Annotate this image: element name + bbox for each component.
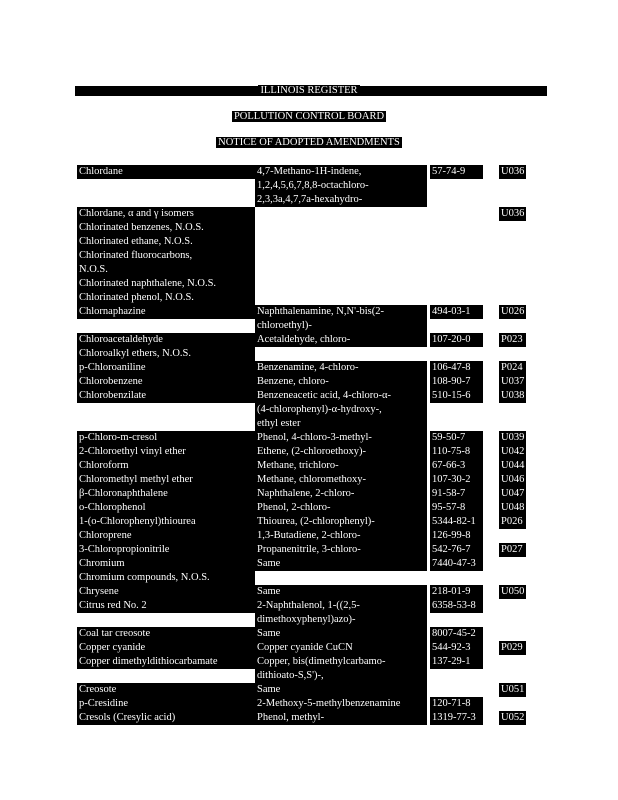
table-row	[0, 305, 618, 333]
cas-number: 57-74-9	[430, 165, 483, 179]
table-row	[0, 277, 618, 291]
constituent-name: p-Chloroaniline	[77, 361, 255, 375]
chemical-synonym: 1,3-Butadiene, 2-chloro-	[255, 529, 427, 543]
constituent-name: Chlornaphazine	[77, 305, 255, 319]
constituent-name: Chlorobenzilate	[77, 389, 255, 403]
waste-code: U036	[501, 208, 525, 219]
table-row	[0, 235, 618, 249]
table-row	[0, 627, 618, 641]
chemical-synonym: 4,7-Methano-1H-indene, 1,2,4,5,6,7,8,8-octachloro- 2,3,3a,4,7,7a-hexahydro-	[255, 165, 427, 207]
chemical-synonym: Copper, bis(dimethylcarbamo- dithioato-S,S')-,	[255, 655, 427, 683]
cas-number: 510-15-6	[430, 389, 483, 403]
constituent-name: Chlordane, α and γ isomers	[77, 207, 255, 221]
waste-code: U038	[501, 390, 525, 401]
waste-code: U036	[501, 166, 525, 177]
cas-number: 120-71-8	[430, 697, 483, 711]
cas-number: 91-58-7	[430, 487, 483, 501]
waste-code: P026	[499, 515, 526, 529]
table-row	[0, 473, 618, 487]
waste-code: U051	[501, 684, 525, 695]
cas-number: 137-29-1	[430, 655, 483, 669]
constituent-name: β-Chloronaphthalene	[77, 487, 255, 501]
table-row	[0, 697, 618, 711]
constituent-name: Copper cyanide	[77, 641, 255, 655]
cas-number: 544-92-3	[430, 641, 483, 655]
waste-code: U037	[501, 376, 525, 387]
cas-number: 5344-82-1	[430, 515, 483, 529]
chemical-synonym: Benzeneacetic acid, 4-chloro-α- (4-chlorophenyl)-α-hydroxy-, ethyl ester	[255, 389, 427, 431]
table-row	[0, 655, 618, 683]
table-row	[0, 557, 618, 571]
table-row	[0, 347, 618, 361]
constituent-name: Chlorobenzene	[77, 375, 255, 389]
chemical-synonym: Same	[255, 627, 427, 641]
cas-number: 107-30-2	[430, 473, 483, 487]
board-title: POLLUTION CONTROL BOARD	[233, 111, 385, 122]
notice-title: NOTICE OF ADOPTED AMENDMENTS	[218, 137, 400, 148]
cas-number: 108-90-7	[430, 375, 483, 389]
table-row	[0, 165, 618, 207]
chemical-synonym: Same	[255, 585, 427, 599]
constituent-name: p-Chloro-m-cresol	[77, 431, 255, 445]
table-row	[0, 571, 618, 585]
constituent-name: Chlordane	[77, 165, 255, 179]
constituent-name: Chlorinated naphthalene, N.O.S.	[77, 277, 255, 291]
table-row	[0, 711, 618, 725]
table-row	[0, 389, 618, 431]
chemical-synonym: Phenol, methyl-	[255, 711, 427, 725]
constituent-name: Chloroalkyl ethers, N.O.S.	[77, 347, 255, 361]
waste-code: U042	[501, 446, 525, 457]
table-row	[0, 585, 618, 599]
chemical-synonym: Methane, trichloro-	[255, 459, 427, 473]
table-row	[0, 529, 618, 543]
chemical-synonym: Propanenitrile, 3-chloro-	[255, 543, 427, 557]
constituent-name: Chloromethyl methyl ether	[77, 473, 255, 487]
table-row	[0, 599, 618, 627]
waste-code: U047	[501, 488, 525, 499]
table-row	[0, 543, 618, 557]
chemical-synonym: 2-Methoxy-5-methylbenzenamine	[255, 697, 427, 711]
constituent-name: Chrysene	[77, 585, 255, 599]
cas-number: 95-57-8	[430, 501, 483, 515]
table-row	[0, 445, 618, 459]
constituent-name: o-Chlorophenol	[77, 501, 255, 515]
table-row	[0, 431, 618, 445]
cas-number: 7440-47-3	[430, 557, 483, 571]
table-row	[0, 459, 618, 473]
chemical-synonym: Ethene, (2-chloroethoxy)-	[255, 445, 427, 459]
table-row	[0, 291, 618, 305]
chemical-synonym: Phenol, 4-chloro-3-methyl-	[255, 431, 427, 445]
waste-code: U050	[501, 586, 525, 597]
table-row	[0, 207, 618, 221]
cas-number: 59-50-7	[430, 431, 483, 445]
waste-code: U046	[501, 474, 525, 485]
constituent-name: p-Cresidine	[77, 697, 255, 711]
waste-code: P029	[499, 641, 526, 655]
waste-code: P023	[499, 333, 526, 347]
cas-number: 110-75-8	[430, 445, 483, 459]
cas-number: 218-01-9	[430, 585, 483, 599]
constituent-name: Citrus red No. 2	[77, 599, 255, 613]
chemical-synonym: Methane, chloromethoxy-	[255, 473, 427, 487]
cas-number: 542-76-7	[430, 543, 483, 557]
chemical-synonym: Benzene, chloro-	[255, 375, 427, 389]
table-row	[0, 515, 618, 529]
constituent-name: 1-(o-Chlorophenyl)thiourea	[77, 515, 255, 529]
constituent-name: 2-Chloroethyl vinyl ether	[77, 445, 255, 459]
chemical-synonym: Naphthalenamine, N,N'-bis(2- chloroethyl)-	[255, 305, 427, 333]
constituent-name: Creosote	[77, 683, 255, 697]
waste-code: P024	[499, 361, 526, 375]
chemical-synonym: Same	[255, 683, 427, 697]
cas-number: 106-47-8	[430, 361, 483, 375]
waste-code: U039	[501, 432, 525, 443]
waste-code: U048	[501, 502, 525, 513]
cas-number: 494-03-1	[430, 305, 483, 319]
cas-number: 126-99-8	[430, 529, 483, 543]
constituent-name: Chloroacetaldehyde	[77, 333, 255, 347]
constituent-name: Chloroprene	[77, 529, 255, 543]
chemical-synonym: Same	[255, 557, 427, 571]
waste-code: U026	[501, 306, 525, 317]
cas-number: 67-66-3	[430, 459, 483, 473]
chemical-synonym: Naphthalene, 2-chloro-	[255, 487, 427, 501]
constituent-name: Chromium compounds, N.O.S.	[77, 571, 255, 585]
table-row	[0, 683, 618, 697]
chemical-synonym: 2-Naphthalenol, 1-((2,5- dimethoxyphenyl)azo)-	[255, 599, 427, 627]
constituent-name: 3-Chloropropionitrile	[77, 543, 255, 557]
chemical-synonym: Benzenamine, 4-chloro-	[255, 361, 427, 375]
table-row	[0, 641, 618, 655]
waste-code: U044	[501, 460, 525, 471]
cas-number: 6358-53-8	[430, 599, 483, 613]
table-row	[0, 249, 618, 277]
constituent-name: Chlorinated fluorocarbons, N.O.S.	[77, 249, 255, 277]
table-row	[0, 361, 618, 375]
cas-number: 8007-45-2	[430, 627, 483, 641]
cas-number: 107-20-0	[430, 333, 483, 347]
table-row	[0, 333, 618, 347]
table-row	[0, 221, 618, 235]
chemical-synonym: Phenol, 2-chloro-	[255, 501, 427, 515]
chemical-synonym: Thiourea, (2-chlorophenyl)-	[255, 515, 427, 529]
constituent-name: Chlorinated ethane, N.O.S.	[77, 235, 255, 249]
table-row	[0, 487, 618, 501]
constituent-name: Coal tar creosote	[77, 627, 255, 641]
constituent-name: Chlorinated benzenes, N.O.S.	[77, 221, 255, 235]
constituent-name: Cresols (Cresylic acid)	[77, 711, 255, 725]
waste-code: U052	[501, 712, 525, 723]
constituent-name: Chromium	[77, 557, 255, 571]
waste-code: P027	[499, 543, 526, 557]
register-title: ILLINOIS REGISTER	[260, 85, 358, 96]
chemical-synonym: Acetaldehyde, chloro-	[255, 333, 427, 347]
table-row	[0, 501, 618, 515]
constituent-name: Chloroform	[77, 459, 255, 473]
constituent-name: Copper dimethyldithiocarbamate	[77, 655, 255, 669]
constituent-name: Chlorinated phenol, N.O.S.	[77, 291, 255, 305]
table-row	[0, 375, 618, 389]
chemical-synonym: Copper cyanide CuCN	[255, 641, 427, 655]
cas-number: 1319-77-3	[430, 711, 483, 725]
